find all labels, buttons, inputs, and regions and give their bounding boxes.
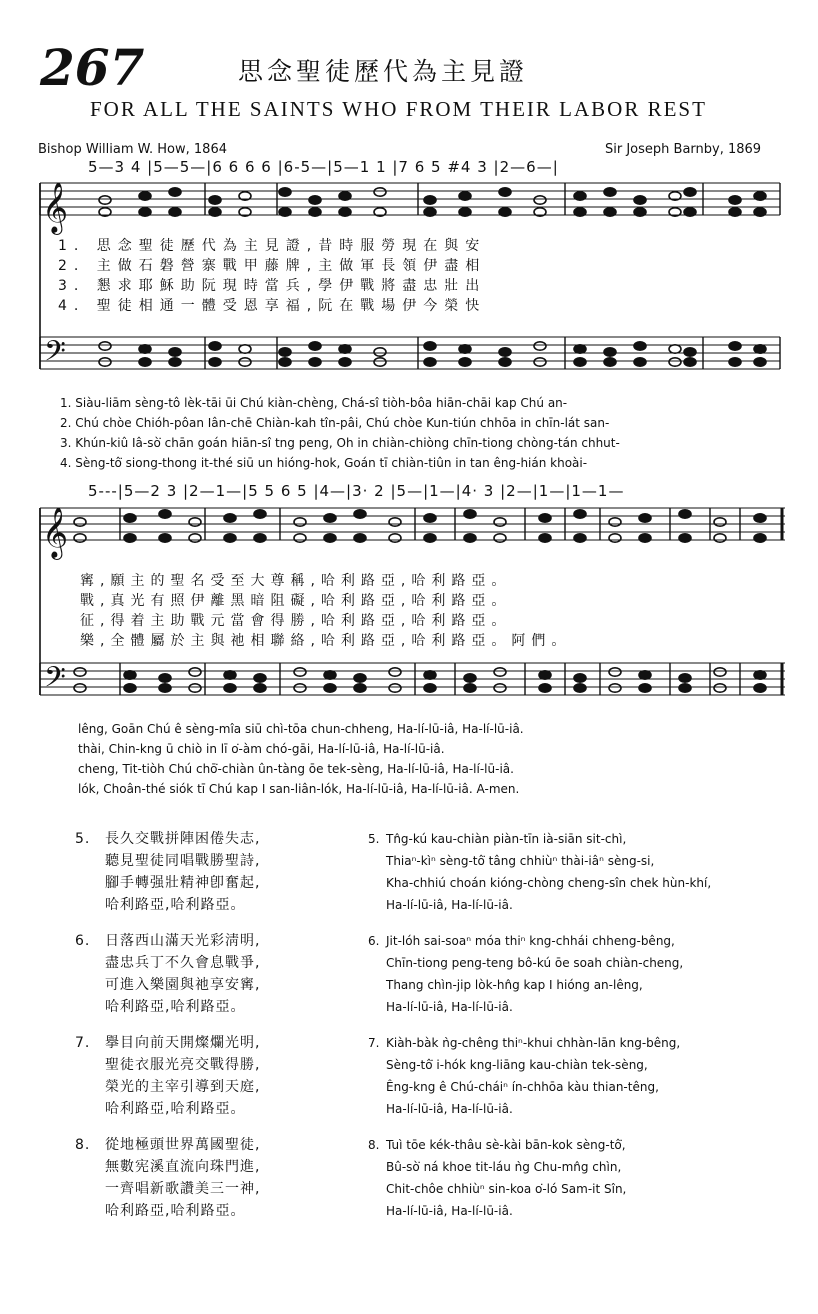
note-head [609, 668, 621, 676]
note-head [639, 684, 651, 692]
note-head [754, 192, 766, 200]
verse-line: 哈利路亞,哈利路亞。 [105, 897, 246, 913]
note-head [609, 518, 621, 526]
note-head [354, 534, 366, 542]
note-head [729, 342, 741, 350]
note-head [459, 208, 471, 216]
note-head [74, 518, 86, 526]
note-head [339, 192, 351, 200]
chinese-lyric-2-3: 征,得着主助戰元當會得勝,哈利路亞,哈利路亞。 [80, 613, 512, 629]
note-head [604, 358, 616, 366]
note-head [459, 192, 471, 200]
chinese-lyric-1-2: 2. 主做石磐營寨戰甲藤牌,主做軍長領伊盡相 [58, 258, 487, 274]
note-head [124, 671, 136, 679]
note-head [279, 188, 291, 196]
treble-clef-icon: 𝄞 [42, 507, 69, 558]
note-head [294, 684, 306, 692]
note-head [499, 208, 511, 216]
note-head [309, 208, 321, 216]
hymn-number: 267 [40, 38, 145, 97]
note-head [424, 534, 436, 542]
note-head [239, 345, 251, 353]
verse-line: Tn̂g-kú kau-chiàn piàn-tīn ià-siān sit-chì, [386, 832, 627, 846]
note-head [424, 208, 436, 216]
note-head [339, 345, 351, 353]
note-head [754, 358, 766, 366]
note-head [169, 188, 181, 196]
note-head [99, 358, 111, 366]
note-head [354, 510, 366, 518]
note-head [209, 208, 221, 216]
verse-line: 一齊唱新歌讚美三一神, [105, 1181, 261, 1197]
solfa-line-2: 5---|5—2 3 |2—1—|5 5 6 5 |4—|3· 2 |5—|1—|4· 3 |2—|1—|1—1— [88, 482, 625, 500]
note-head [669, 345, 681, 353]
note-head [374, 348, 386, 356]
note-head [609, 534, 621, 542]
note-head [124, 514, 136, 522]
note-head [254, 534, 266, 542]
note-head [159, 534, 171, 542]
chinese-title: 思念聖徒歷代為主見證 [238, 57, 529, 86]
verse-line: Ha-lí-lū-iâ, Ha-lí-lū-iâ. [386, 1204, 513, 1218]
note-head [729, 358, 741, 366]
note-head [729, 208, 741, 216]
note-head [309, 342, 321, 350]
verse-line: Ha-lí-lū-iâ, Ha-lí-lū-iâ. [386, 898, 513, 912]
note-head [604, 188, 616, 196]
romanized-lyric-2-3: cheng, Tit-tiòh Chú chō͘-chiàn ûn-tàng ōe tek-sèng, Ha-lí-lū-iâ, Ha-lí-lū-iâ. [78, 762, 514, 776]
note-head [424, 196, 436, 204]
note-head [159, 684, 171, 692]
english-title: FOR ALL THE SAINTS WHO FROM THEIR LABOR REST [90, 97, 707, 121]
verse-number: 6. [368, 934, 380, 948]
verse-line: Chit-chôe chhiùⁿ sin-koa o͘-ló Sam-it Sîn, [386, 1182, 627, 1196]
note-head [139, 358, 151, 366]
note-head [679, 510, 691, 518]
note-head [189, 668, 201, 676]
romanized-lyric-2-2: thài, Chin-kng ū chiò in lī o͘-àm chó-gāi, Ha-lí-lū-iâ, Ha-lí-lū-iâ. [78, 742, 445, 756]
romanized-lyric-1-1: 1. Siàu-liām sèng-tô lèk-tāi ūi Chú kiàn-chèng, Chá-sî tiòh-bôa hiān-chāi kap Chú an- [60, 396, 568, 410]
note-head [459, 358, 471, 366]
verse-line: 腳手轉强壯精神卽奮起, [105, 875, 261, 891]
verse-number: 7. [75, 1035, 91, 1051]
note-head [639, 671, 651, 679]
note-head [74, 684, 86, 692]
verse-line: 榮光的主宰引導到天庭, [105, 1079, 261, 1095]
note-head [464, 684, 476, 692]
note-head [254, 510, 266, 518]
bass-clef-icon: 𝄢 [44, 335, 66, 375]
verse-line: 聖徒衣服光亮交戰得勝, [105, 1057, 261, 1073]
verse-line: Jit-lóh sai-soaⁿ móa thiⁿ kng-chhái chheng-bêng, [386, 934, 675, 948]
chinese-lyric-1-1: 1. 思念聖徒歷代為主見證,昔時服勞現在與安 [58, 238, 487, 254]
verse-line: 無數宪溪直流向珠門進, [105, 1159, 261, 1175]
note-head [754, 671, 766, 679]
note-head [374, 358, 386, 366]
note-head [424, 342, 436, 350]
verse-line: Tuì tōe kék-thâu sè-kài bān-kok sèng-tô͘, [386, 1138, 626, 1152]
note-head [754, 514, 766, 522]
note-head [714, 668, 726, 676]
bass-clef-icon: 𝄢 [44, 661, 66, 701]
note-head [159, 674, 171, 682]
note-head [684, 358, 696, 366]
note-head [309, 196, 321, 204]
note-head [754, 534, 766, 542]
treble-clef-icon: 𝄞 [42, 182, 69, 233]
note-head [754, 345, 766, 353]
note-head [339, 208, 351, 216]
note-head [634, 342, 646, 350]
note-head [729, 196, 741, 204]
note-head [389, 534, 401, 542]
note-head [679, 534, 691, 542]
note-head [389, 518, 401, 526]
note-head [224, 684, 236, 692]
note-head [494, 518, 506, 526]
note-head [354, 684, 366, 692]
note-head [574, 358, 586, 366]
note-head [74, 668, 86, 676]
note-head [534, 196, 546, 204]
note-head [209, 342, 221, 350]
chinese-lyric-2-2: 戰,真光有照伊離黑暗阻礙,哈利路亞,哈利路亞。 [80, 593, 512, 609]
note-head [464, 510, 476, 518]
note-head [714, 684, 726, 692]
author-credit: Bishop William W. How, 1864 [38, 142, 227, 157]
note-head [189, 518, 201, 526]
note-head [539, 671, 551, 679]
note-head [499, 188, 511, 196]
verse-number: 8. [368, 1138, 380, 1152]
note-head [684, 208, 696, 216]
verse-line: 擧目向前天開燦爛光明, [105, 1035, 261, 1051]
note-head [714, 534, 726, 542]
verse-line: Êng-kng ê Chú-cháiⁿ ín-chhōa kàu thian-têng, [386, 1080, 659, 1094]
note-head [679, 684, 691, 692]
note-head [499, 358, 511, 366]
note-head [609, 684, 621, 692]
verse-line: Kiàh-bàk ǹg-chêng thiⁿ-khui chhàn-lān kng-bêng, [386, 1036, 681, 1050]
verse-line: Thang chìn-jip lòk-hn̂g kap I hióng an-lêng, [386, 978, 643, 992]
note-head [124, 534, 136, 542]
chinese-lyric-1-3: 3. 懇求耶穌助阮現時當兵,學伊戰將盡忠壯出 [58, 278, 487, 294]
romanized-lyric-2-4: lók, Choân-thé siók tī Chú kap I san-liân-lók, Ha-lí-lū-iâ, Ha-lí-lū-iâ. A-men. [78, 782, 520, 796]
note-head [139, 192, 151, 200]
note-head [224, 534, 236, 542]
note-head [279, 348, 291, 356]
note-head [574, 674, 586, 682]
verse-number: 6. [75, 933, 91, 949]
note-head [669, 358, 681, 366]
note-head [139, 345, 151, 353]
note-head [389, 684, 401, 692]
note-head [169, 358, 181, 366]
note-head [209, 196, 221, 204]
note-head [324, 684, 336, 692]
verse-line: 從地極頭世界萬國聖徒, [105, 1137, 261, 1153]
note-head [254, 674, 266, 682]
verse-line: Ha-lí-lū-iâ, Ha-lí-lū-iâ. [386, 1102, 513, 1116]
note-head [534, 358, 546, 366]
note-head [279, 358, 291, 366]
note-head [224, 671, 236, 679]
note-head [574, 345, 586, 353]
note-head [124, 684, 136, 692]
note-head [99, 196, 111, 204]
chinese-lyric-1-4: 4. 聖徒相通一體受恩享福,阮在戰場伊今榮快 [58, 298, 487, 314]
note-head [464, 534, 476, 542]
note-head [634, 196, 646, 204]
note-head [574, 192, 586, 200]
note-head [159, 510, 171, 518]
verse-number: 5. [368, 832, 380, 846]
note-head [684, 188, 696, 196]
note-head [324, 514, 336, 522]
note-head [294, 518, 306, 526]
note-head [169, 208, 181, 216]
note-head [459, 345, 471, 353]
verse-line: Thiaⁿ-kìⁿ sèng-tô͘ tâng chhiùⁿ thài-iâⁿ sèng-si, [386, 854, 655, 868]
romanized-lyric-1-3: 3. Khún-kiû Iâ-sò͘ chān goán hiān-sî tng peng, Oh in chiàn-chiòng chīn-tiong chòng-tán chhut- [60, 436, 620, 450]
verse-line: Sèng-tô͘ i-hók kng-liāng kau-chiàn tek-sèng, [386, 1058, 648, 1072]
note-head [374, 188, 386, 196]
note-head [539, 514, 551, 522]
verse-line: Bû-sò͘ ná khoe tit-láu ǹg Chu-mn̂g chìn, [386, 1160, 622, 1174]
note-head [254, 684, 266, 692]
verse-line: 聽見聖徒同唱戰勝聖詩, [105, 853, 261, 869]
note-head [189, 534, 201, 542]
chinese-lyric-2-4: 樂,全體屬於主與祂相聯絡,哈利路亞,哈利路亞。阿們。 [80, 633, 572, 649]
note-head [339, 358, 351, 366]
note-head [209, 358, 221, 366]
verse-line: 哈利路亞,哈利路亞。 [105, 1203, 246, 1219]
note-head [354, 674, 366, 682]
verse-number: 5. [75, 831, 91, 847]
note-head [604, 208, 616, 216]
note-head [539, 534, 551, 542]
note-head [754, 684, 766, 692]
verse-line: 盡忠兵丁不久會息戰爭, [105, 955, 261, 971]
verse-line: 日落西山滿天光彩淸明, [105, 933, 261, 949]
note-head [639, 514, 651, 522]
note-head [754, 208, 766, 216]
note-head [464, 674, 476, 682]
note-head [389, 668, 401, 676]
note-head [224, 514, 236, 522]
note-head [424, 514, 436, 522]
note-head [294, 668, 306, 676]
note-head [139, 208, 151, 216]
romanized-lyric-1-2: 2. Chú chòe Chióh-pôan Iân-chē Chiàn-kah tîn-pâi, Chú chòe Kun-tiún chhōa in chīn-lát san- [60, 416, 610, 430]
note-head [424, 684, 436, 692]
verse-line: 可進入樂園與祂享安寗, [105, 977, 261, 993]
note-head [294, 534, 306, 542]
verse-line: 哈利路亞,哈利路亞。 [105, 999, 246, 1015]
romanized-lyric-1-4: 4. Sèng-tô͘ siong-thong it-thé siū un hióng-hok, Goán tī chiàn-tiûn in tan êng-hián khoài- [60, 456, 588, 470]
composer-credit: Sir Joseph Barnby, 1869 [605, 142, 762, 157]
note-head [169, 348, 181, 356]
note-head [189, 684, 201, 692]
note-head [309, 358, 321, 366]
note-head [679, 674, 691, 682]
note-head [574, 208, 586, 216]
note-head [574, 684, 586, 692]
note-head [534, 342, 546, 350]
note-head [684, 348, 696, 356]
romanized-lyric-2-1: lêng, Goān Chú ê sèng-mîa siū chì-tōa chun-chheng, Ha-lí-lū-iâ, Ha-lí-lū-iâ. [78, 722, 524, 736]
verse-line: Chīn-tiong peng-teng bô-kú ōe soah chiàn-cheng, [386, 956, 684, 970]
note-head [634, 208, 646, 216]
note-head [239, 358, 251, 366]
note-head [714, 518, 726, 526]
solfa-line-1: 5—3 4 |5—5—|6 6 6 6 |6-5—|5—1 1 |7 6 5 #4 3 |2—6—| [88, 158, 559, 176]
note-head [634, 358, 646, 366]
note-head [74, 534, 86, 542]
note-head [639, 534, 651, 542]
note-head [499, 348, 511, 356]
note-head [279, 208, 291, 216]
note-head [424, 358, 436, 366]
verse-line: 長久交戰拼陣困倦失志, [105, 831, 261, 847]
verse-line: 哈利路亞,哈利路亞。 [105, 1101, 246, 1117]
note-head [324, 671, 336, 679]
verse-number: 7. [368, 1036, 380, 1050]
note-head [574, 510, 586, 518]
verse-line: Ha-lí-lū-iâ, Ha-lí-lū-iâ. [386, 1000, 513, 1014]
note-head [494, 684, 506, 692]
note-head [324, 534, 336, 542]
note-head [494, 668, 506, 676]
note-head [99, 342, 111, 350]
note-head [604, 348, 616, 356]
note-head [494, 534, 506, 542]
verse-number: 8. [75, 1137, 91, 1153]
verse-line: Kha-chhiú choán kióng-chòng cheng-sîn chek hùn-khí, [386, 876, 712, 890]
note-head [424, 671, 436, 679]
note-head [539, 684, 551, 692]
note-head [574, 534, 586, 542]
chinese-lyric-2-1: 寗,願主的聖名受至大尊稱,哈利路亞,哈利路亞。 [80, 573, 512, 589]
